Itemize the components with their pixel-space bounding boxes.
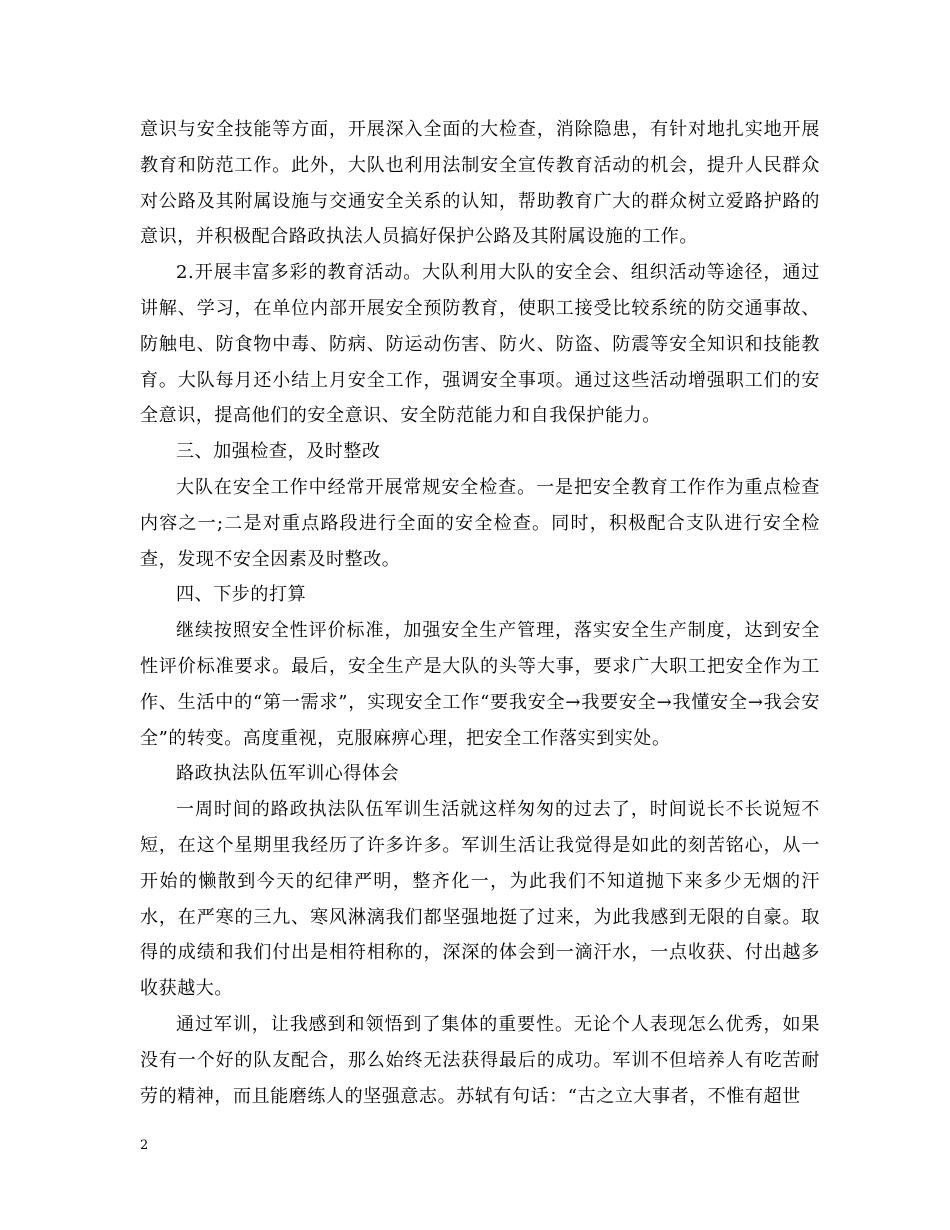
paragraph-1: 意识与安全技能等方面，开展深入全面的大检查，消除隐患，有针对地扎实地开展教育和防范工作。此外，大队也利用法制安全宣传教育活动的机会，提升人民群众对公路及其附属设施与交通安全关系的认知，帮助教育广大的群众树立爱路护路的意识，并积极配合路政执法人员搞好保护公路及其附属设施的工作。 — [140, 119, 820, 248]
paragraph-2: 2.开展丰富多彩的教育活动。大队利用大队的安全会、组织活动等途径，通过讲解、学习，在单位内部开展安全预防教育，使职工接受比较系统的防交通事故、防触电、防食物中毒、防病、防运动伤害、防火、防盗、防震等安全知识和技能教育。大队每月还小结上月安全工作，强调安全事项。通过这些活动增强职工们的安全意识，提高他们的安全意识、安全防范能力和自我保护能力。 — [140, 262, 820, 427]
section-heading-4: 四、下步的打算 — [176, 584, 307, 606]
document-body — [140, 112, 820, 1114]
paragraph-8: 一周时间的路政执法队伍军训生活就这样匆匆的过去了，时间说长不长说短不短，在这个星期里我经历了许多许多。军训生活让我觉得是如此的刻苦铭心，从一开始的懒散到今天的纪律严明，整齐化一，为此我们不知道抛下来多少无烟的汗水，在严寒的三九、寒风淋漓我们都坚强地挺了过来，为此我感到无限的自豪。取得的成绩和我们付出是相符相称的，深深的体会到一滴汗水，一点收获、付出越多收获越大。 — [140, 799, 820, 1000]
paragraph-4: 大队在安全工作中经常开展常规安全检查。一是把安全教育工作作为重点检查内容之一;二是对重点路段进行全面的安全检查。同时，积极配合支队进行安全检查，发现不安全因素及时整改。 — [140, 476, 820, 570]
page-number: 2 — [140, 1138, 149, 1153]
paragraph-9: 通过军训，让我感到和领悟到了集体的重要性。无论个人表现怎么优秀，如果没有一个好的队友配合，那么始终无法获得最后的成功。军训不但培养人有吃苦耐劳的精神，而且能磨练人的坚强意志。苏轼有句话：“古之立大事者，不惟有超世 — [140, 1013, 820, 1107]
paragraph-6: 继续按照安全性评价标准，加强安全生产管理，落实安全生产制度，达到安全性评价标准要求。最后，安全生产是大队的头等大事，要求广大职工把安全作为工作、生活中的“第一需求”，实现安全工作“要我安全→我要安全→我懂安全→我会安全”的转变。高度重视，克服麻痹心理，把安全工作落实到实处。 — [140, 620, 820, 749]
section-heading-3: 三、加强检查，及时整改 — [176, 441, 381, 463]
article-title: 路政执法队伍军训心得体会 — [176, 763, 400, 785]
